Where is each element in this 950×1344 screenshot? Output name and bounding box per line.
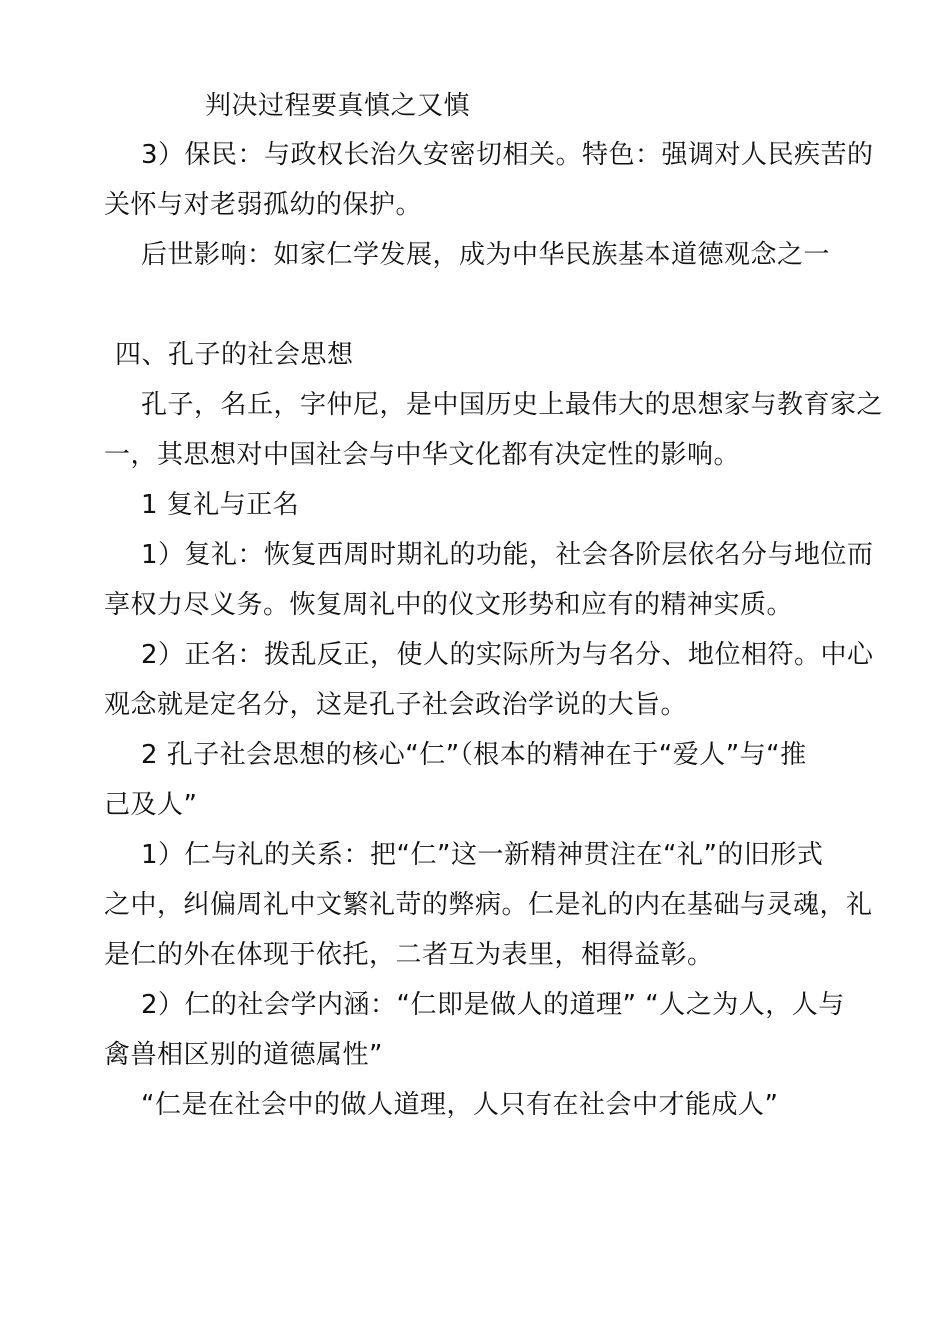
text-line-confucius-intro-cont: 一，其思想对中国社会与中华文化都有决定性的影响。 <box>104 440 741 470</box>
text-line-ren-sociology-cont: 禽兽相区别的道德属性” <box>104 1040 383 1070</box>
text-line-confucius-intro: 孔子，名丘，字仲尼，是中国历史上最伟大的思想家与教育家之 <box>141 390 884 420</box>
subheading-ren-core: 2 孔子社会思想的核心“仁”（根本的精神在于“爱人”与“推 <box>141 740 807 770</box>
text-line-ren-core-cont: 己及人” <box>104 790 198 820</box>
text-line-court-judgement: 判决过程要真慎之又慎 <box>205 91 471 121</box>
text-line-ren-in-society: “仁是在社会中的做人道理，人只有在社会中才能成人” <box>141 1090 779 1120</box>
section-heading-confucius-social-thought: 四、孔子的社会思想 <box>115 340 354 370</box>
text-line-ren-and-li-cont: 之中，纠偏周礼中文繁礼苛的弊病。仁是礼的内在基础与灵魂，礼 <box>104 890 873 920</box>
text-line-protect-people-cont: 关怀与对老弱孤幼的保护。 <box>104 190 423 220</box>
text-line-ren-and-li-cont2: 是仁的外在体现于依托，二者互为表里，相得益彰。 <box>104 940 714 970</box>
text-line-ren-sociology: 2）仁的社会学内涵：“仁即是做人的道理” “人之为人，人与 <box>141 990 845 1020</box>
text-line-restore-rites-cont: 享权力尽义务。恢复周礼中的仪文形势和应有的精神实质。 <box>104 590 794 620</box>
text-line-restore-rites: 1）复礼：恢复西周时期礼的功能，社会各阶层依名分与地位而 <box>141 540 874 570</box>
text-line-rectify-names-cont: 观念就是定名分，这是孔子社会政治学说的大旨。 <box>104 690 688 720</box>
text-line-protect-people: 3）保民：与政权长治久安密切相关。特色：强调对人民疾苦的 <box>141 140 874 170</box>
text-line-rectify-names: 2）正名：拨乱反正，使人的实际所为与名分、地位相符。中心 <box>141 640 874 670</box>
subheading-restore-rites: 1 复礼与正名 <box>141 490 300 520</box>
text-line-later-influence: 后世影响：如家仁学发展，成为中华民族基本道德观念之一 <box>141 240 831 270</box>
text-line-ren-and-li: 1）仁与礼的关系：把“仁”这一新精神贯注在“礼”的旧形式 <box>141 840 824 870</box>
